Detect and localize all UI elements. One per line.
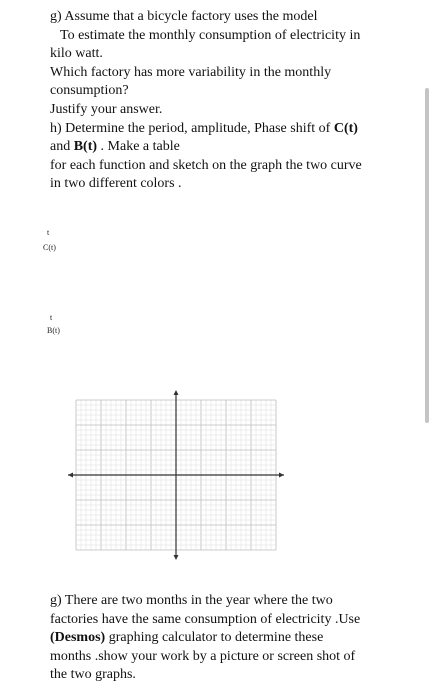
table-b-t-label: t [50, 313, 53, 322]
question-text: factories have the same consumption of electricity .Use [50, 611, 361, 627]
graph-paper [68, 390, 284, 560]
table-c-label: C(t) [43, 243, 56, 252]
question-text: To estimate the monthly consumption of electricity in [60, 27, 361, 43]
table-b-label: B(t) [47, 326, 60, 335]
function-c-label: C(t) [333, 120, 358, 136]
x-axis-arrow-left [68, 473, 73, 478]
question-text: kilo watt. [50, 46, 103, 62]
question-text: h) Determine the period, amplitude, Phase shift of C(t) [50, 120, 358, 136]
question-text: months .show your work by a picture or screen shot of [50, 648, 356, 664]
desmos-label: (Desmos) [50, 630, 106, 646]
vertical-scrollbar[interactable] [425, 88, 429, 423]
question-text: g) Assume that a bicycle factory uses the model [50, 9, 318, 24]
coordinate-grid [68, 390, 284, 560]
question-text: Which factory has more variability in the monthly [50, 64, 332, 80]
question-text: in two different colors . [50, 176, 182, 192]
question-text: Justify your answer. [50, 101, 163, 117]
y-axis-arrow-down [174, 555, 179, 560]
question-text: for each function and sketch on the graph the two curve [50, 157, 362, 173]
y-axis-arrow-up [174, 390, 179, 395]
function-b-label: B(t) [73, 139, 98, 155]
question-text: the two graphs. [50, 667, 136, 683]
question-text: and B(t) . Make a table [50, 139, 180, 155]
table-c-t-label: t [47, 228, 50, 237]
x-axis-arrow-right [279, 473, 284, 478]
question-text: consumption? [50, 83, 129, 99]
question-g-part2 [50, 592, 390, 685]
question-text: g) There are two months in the year where the two [50, 593, 333, 608]
question-g-part1 [50, 8, 390, 120]
question-h [50, 120, 390, 194]
question-text: (Desmos) graphing calculator to determine these [50, 630, 324, 646]
